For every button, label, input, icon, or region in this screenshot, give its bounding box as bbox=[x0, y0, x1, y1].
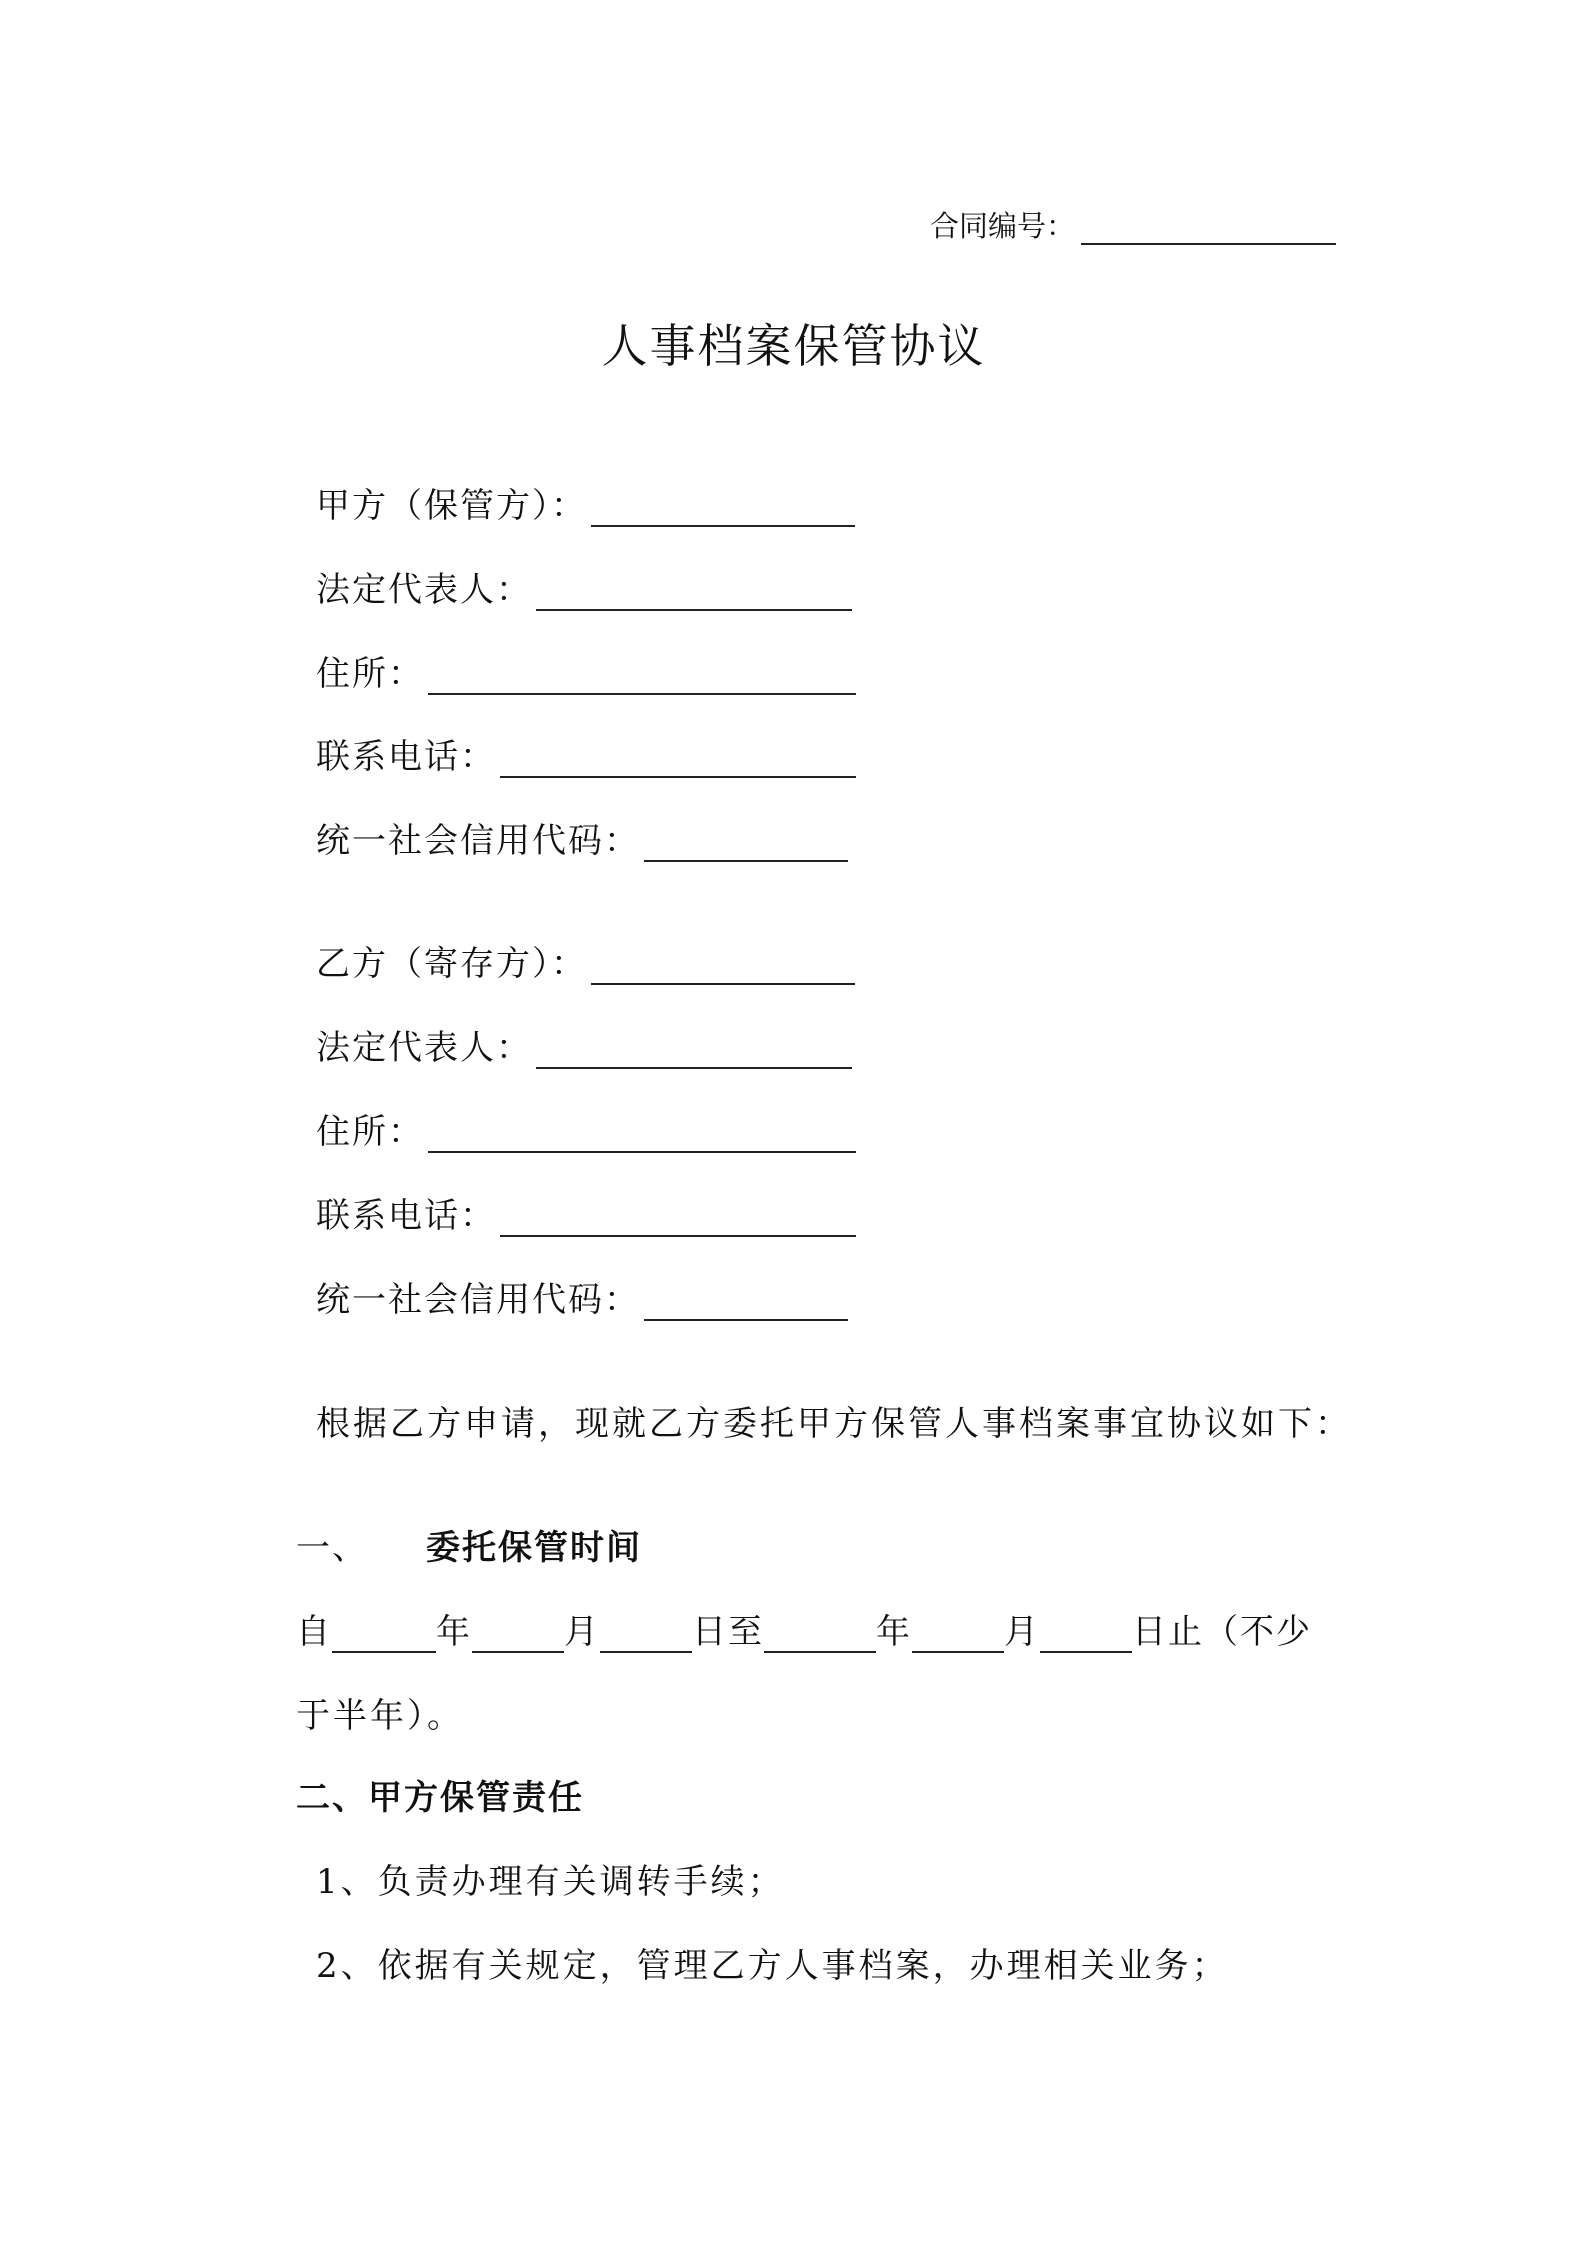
date-from-label: 自 bbox=[296, 1612, 332, 1652]
party-a-address-field bbox=[316, 646, 856, 695]
party-b-address-blank[interactable] bbox=[428, 1111, 856, 1153]
section-1-number: 一、 bbox=[296, 1528, 368, 1568]
section-1-date-line bbox=[296, 1604, 1312, 1653]
section-2-item-1: 1、负责办理有关调转手续； bbox=[316, 1862, 785, 1902]
section-2-heading: 二、甲方保管责任 bbox=[296, 1778, 584, 1818]
party-a-representative-field bbox=[316, 562, 852, 611]
party-b-address-field bbox=[316, 1104, 856, 1153]
contract-number bbox=[930, 204, 1336, 245]
start-month-blank[interactable] bbox=[472, 1611, 564, 1653]
end-month-blank[interactable] bbox=[912, 1611, 1004, 1653]
party-a-name-blank[interactable] bbox=[591, 485, 855, 527]
end-day-blank[interactable] bbox=[1040, 1611, 1132, 1653]
date-month-label-2: 月 bbox=[1004, 1612, 1040, 1652]
party-a-phone-blank[interactable] bbox=[500, 736, 856, 778]
party-b-address-label: 住所： bbox=[316, 1112, 424, 1152]
section-1-heading bbox=[296, 1520, 642, 1569]
date-to-label: 日至 bbox=[692, 1612, 764, 1652]
party-a-address-blank[interactable] bbox=[428, 653, 856, 695]
contract-number-label: 合同编号： bbox=[930, 209, 1076, 243]
intro-paragraph: 根据乙方申请，现就乙方委托甲方保管人事档案事宜协议如下： bbox=[316, 1404, 1352, 1444]
date-until-label: 日止（不少 bbox=[1132, 1612, 1312, 1652]
party-b-credit-code-label: 统一社会信用代码： bbox=[316, 1280, 640, 1320]
party-b-name-blank[interactable] bbox=[591, 943, 855, 985]
party-b-name-field bbox=[316, 936, 855, 985]
party-b-phone-blank[interactable] bbox=[500, 1195, 856, 1237]
document-title: 人事档案保管协议 bbox=[601, 319, 986, 373]
party-b-representative-field bbox=[316, 1020, 852, 1069]
date-year-label: 年 bbox=[436, 1612, 472, 1652]
party-a-representative-blank[interactable] bbox=[536, 569, 852, 611]
party-b-credit-code-blank[interactable] bbox=[644, 1279, 848, 1321]
party-b-label: 乙方（寄存方）： bbox=[316, 944, 587, 984]
party-a-credit-code-label: 统一社会信用代码： bbox=[316, 821, 640, 861]
party-b-phone-label: 联系电话： bbox=[316, 1196, 496, 1236]
party-b-credit-code-field bbox=[316, 1272, 848, 1321]
party-a-phone-field bbox=[316, 729, 856, 778]
start-year-blank[interactable] bbox=[332, 1611, 436, 1653]
party-b-representative-blank[interactable] bbox=[536, 1027, 852, 1069]
start-day-blank[interactable] bbox=[600, 1611, 692, 1653]
section-1-date-line-2: 于半年）。 bbox=[296, 1696, 464, 1736]
section-2-item-2: 2、依据有关规定，管理乙方人事档案，办理相关业务； bbox=[316, 1946, 1229, 1986]
party-b-representative-label: 法定代表人： bbox=[316, 1028, 532, 1068]
section-1-title: 委托保管时间 bbox=[426, 1528, 642, 1568]
party-a-label: 甲方（保管方）： bbox=[316, 486, 587, 526]
end-year-blank[interactable] bbox=[764, 1611, 876, 1653]
party-a-credit-code-field bbox=[316, 813, 848, 862]
date-month-label: 月 bbox=[564, 1612, 600, 1652]
party-a-credit-code-blank[interactable] bbox=[644, 820, 848, 862]
party-b-phone-field bbox=[316, 1188, 856, 1237]
party-a-address-label: 住所： bbox=[316, 654, 424, 694]
party-a-phone-label: 联系电话： bbox=[316, 737, 496, 777]
date-year-label-2: 年 bbox=[876, 1612, 912, 1652]
contract-number-blank[interactable] bbox=[1081, 213, 1336, 245]
party-a-name-field bbox=[316, 478, 855, 527]
party-a-representative-label: 法定代表人： bbox=[316, 570, 532, 610]
